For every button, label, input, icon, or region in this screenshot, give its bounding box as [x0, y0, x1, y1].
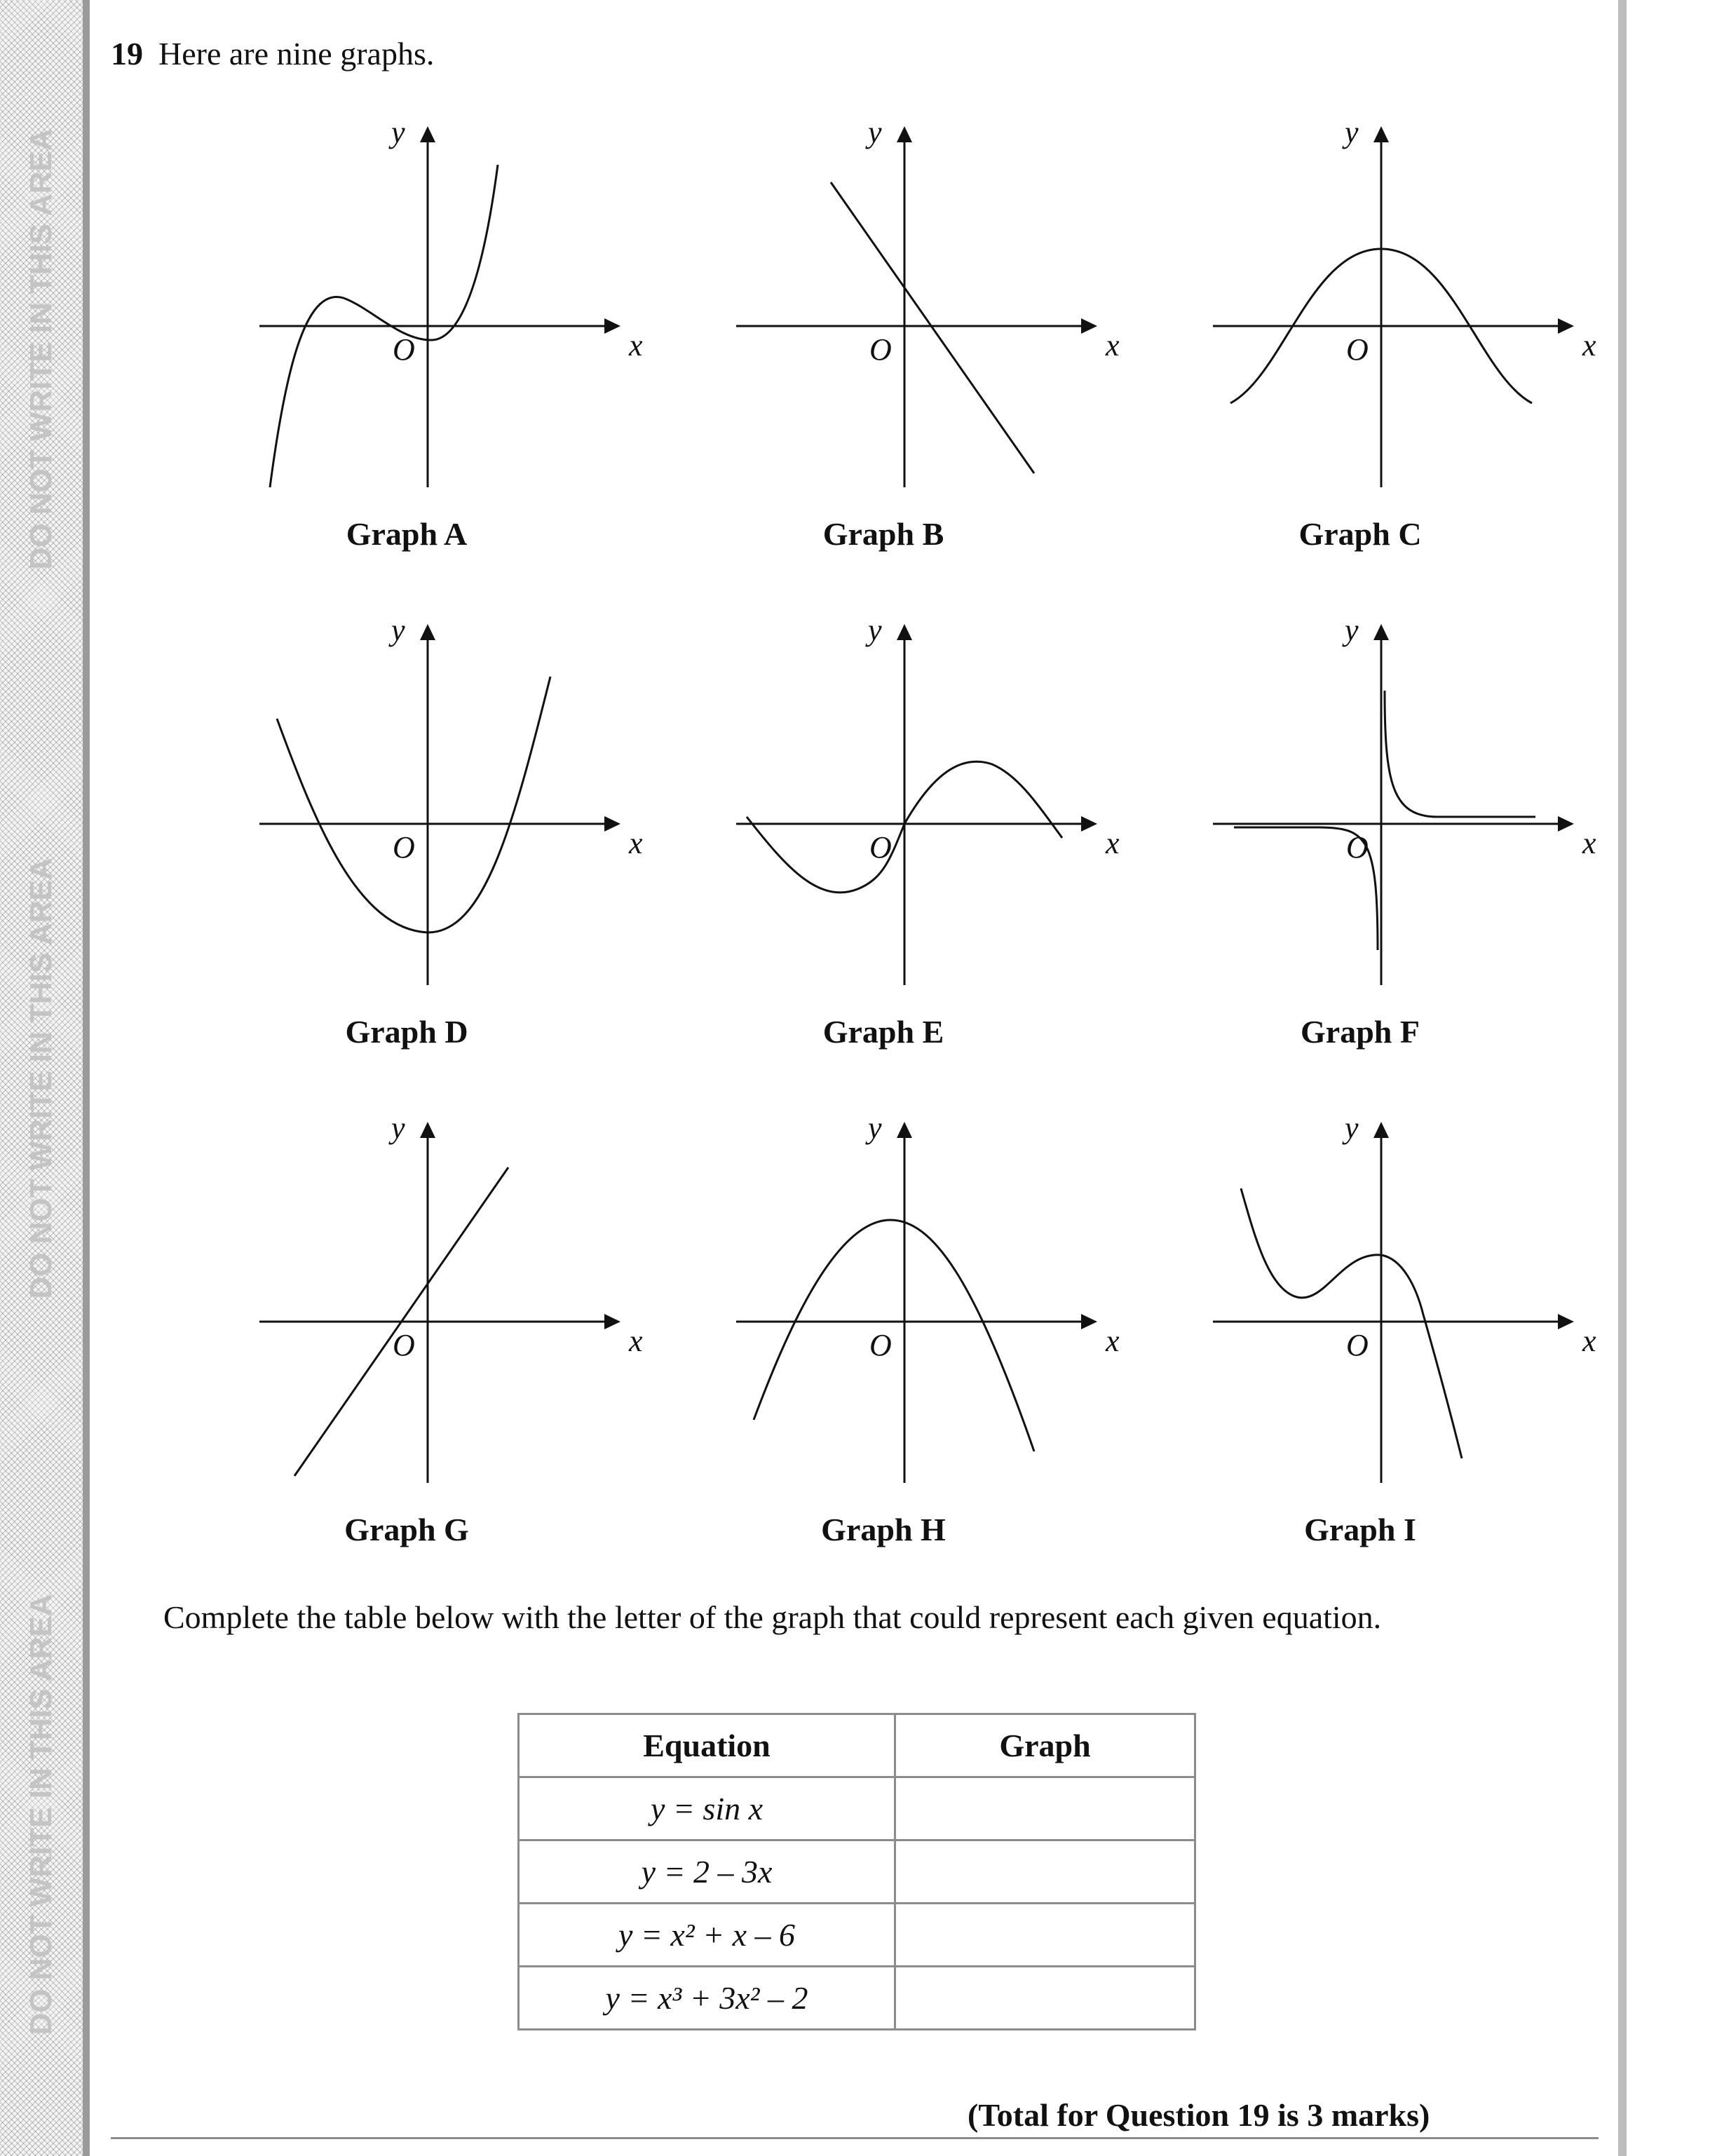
y-axis-label: y: [1345, 115, 1359, 149]
graph-answer-cell[interactable]: [895, 1777, 1195, 1840]
y-axis-arrow: [1373, 1122, 1389, 1138]
equation-cell: y = x³ + 3x² – 2: [519, 1967, 895, 2030]
x-axis-label: x: [629, 1324, 643, 1358]
graph-d-plot: [182, 610, 652, 1003]
table-row: [519, 1840, 1195, 1904]
y-axis-arrow: [897, 126, 912, 142]
x-axis-label: x: [629, 328, 643, 362]
y-axis-label: y: [868, 1111, 882, 1145]
x-axis-arrow: [604, 1314, 620, 1329]
origin-label: O: [393, 1328, 415, 1362]
graph-curve: [754, 1220, 1034, 1451]
graph-caption: Graph G: [344, 1512, 469, 1547]
y-axis-arrow: [420, 624, 435, 640]
graph-caption: Graph A: [346, 516, 468, 552]
y-axis-arrow: [897, 1122, 912, 1138]
graph-curve: [277, 677, 550, 933]
y-axis-arrow: [420, 1122, 435, 1138]
x-axis-arrow: [1081, 816, 1097, 832]
x-axis-label: x: [1582, 826, 1596, 860]
table-header-row: [519, 1714, 1195, 1777]
origin-label: O: [1346, 830, 1369, 865]
x-axis-label: x: [1582, 328, 1596, 362]
table-row: [519, 1904, 1195, 1967]
margin-warning-1: DO NOT WRITE IN THIS AREA: [24, 128, 58, 570]
y-axis-label: y: [391, 613, 405, 647]
right-border: [1618, 0, 1627, 2156]
x-axis-label: x: [1106, 328, 1120, 362]
x-axis-arrow: [604, 816, 620, 832]
y-axis-arrow: [1373, 126, 1389, 142]
answer-table: [517, 1713, 1196, 2030]
total-marks: (Total for Question 19 is 3 marks): [968, 2097, 1430, 2133]
origin-label: O: [869, 1328, 892, 1362]
x-axis-arrow: [1558, 318, 1574, 334]
graph-e-plot: [659, 610, 1129, 1003]
graph-curve: [831, 182, 1034, 473]
graph-caption: Graph C: [1298, 516, 1422, 552]
x-axis-arrow: [1558, 1314, 1574, 1329]
x-axis-arrow: [1081, 318, 1097, 334]
question-text: Here are nine graphs.: [158, 36, 435, 72]
table-row: [519, 1777, 1195, 1840]
x-axis-label: x: [629, 826, 643, 860]
y-axis-arrow: [897, 624, 912, 640]
equation-cell: y = x² + x – 6: [519, 1904, 895, 1967]
table-row: [519, 1967, 1195, 2030]
y-axis-arrow: [1373, 624, 1389, 640]
y-axis-label: y: [1345, 613, 1359, 647]
graph-answer-cell[interactable]: [895, 1904, 1195, 1967]
question-heading: [111, 35, 434, 72]
footer-rule: [111, 2137, 1599, 2139]
graph-answer-cell[interactable]: [895, 1967, 1195, 2030]
equation-cell: y = 2 – 3x: [519, 1840, 895, 1904]
graph-caption: Graph F: [1301, 1014, 1420, 1050]
graph-caption: Graph B: [822, 516, 944, 552]
x-axis-arrow: [1558, 816, 1574, 832]
graph-caption: Graph E: [822, 1014, 944, 1050]
graph-caption: Graph H: [821, 1512, 946, 1547]
graph-a-plot: [182, 112, 652, 505]
origin-label: O: [393, 332, 415, 367]
graph-answer-cell[interactable]: [895, 1840, 1195, 1904]
graph-h-plot: [659, 1108, 1129, 1500]
y-axis-arrow: [420, 126, 435, 142]
x-axis-label: x: [1106, 826, 1120, 860]
graph-curve: [1234, 691, 1535, 950]
margin-warning-3: DO NOT WRITE IN THIS AREA: [24, 1594, 58, 2035]
origin-label: O: [393, 830, 415, 865]
y-axis-label: y: [391, 1111, 405, 1145]
graph-g-plot: [182, 1108, 652, 1500]
graph-c-plot: [1136, 112, 1606, 505]
x-axis-label: x: [1106, 1324, 1120, 1358]
y-axis-label: y: [1345, 1111, 1359, 1145]
instruction-text: Complete the table below with the letter of the graph that could represent each given equation.: [163, 1599, 1382, 1635]
y-axis-label: y: [868, 613, 882, 647]
header-graph: Graph: [895, 1714, 1195, 1777]
margin-strip: [0, 0, 90, 2156]
x-axis-arrow: [1081, 1314, 1097, 1329]
graph-caption: Graph I: [1304, 1512, 1416, 1547]
margin-warning-2: DO NOT WRITE IN THIS AREA: [24, 857, 58, 1299]
equation-cell: y = sin x: [519, 1777, 895, 1840]
graph-curve: [1241, 1188, 1462, 1458]
y-axis-label: y: [391, 115, 405, 149]
x-axis-label: x: [1582, 1324, 1596, 1358]
graph-b-plot: [659, 112, 1129, 505]
header-equation: Equation: [519, 1714, 895, 1777]
origin-label: O: [1346, 332, 1369, 367]
x-axis-arrow: [604, 318, 620, 334]
y-axis-label: y: [868, 115, 882, 149]
graph-f-plot: [1136, 610, 1606, 1003]
origin-label: O: [1346, 1328, 1369, 1362]
question-number: 19: [111, 36, 143, 72]
origin-label: O: [869, 332, 892, 367]
graph-caption: Graph D: [345, 1014, 468, 1050]
graph-i-plot: [1136, 1108, 1606, 1500]
origin-label: O: [869, 830, 892, 865]
